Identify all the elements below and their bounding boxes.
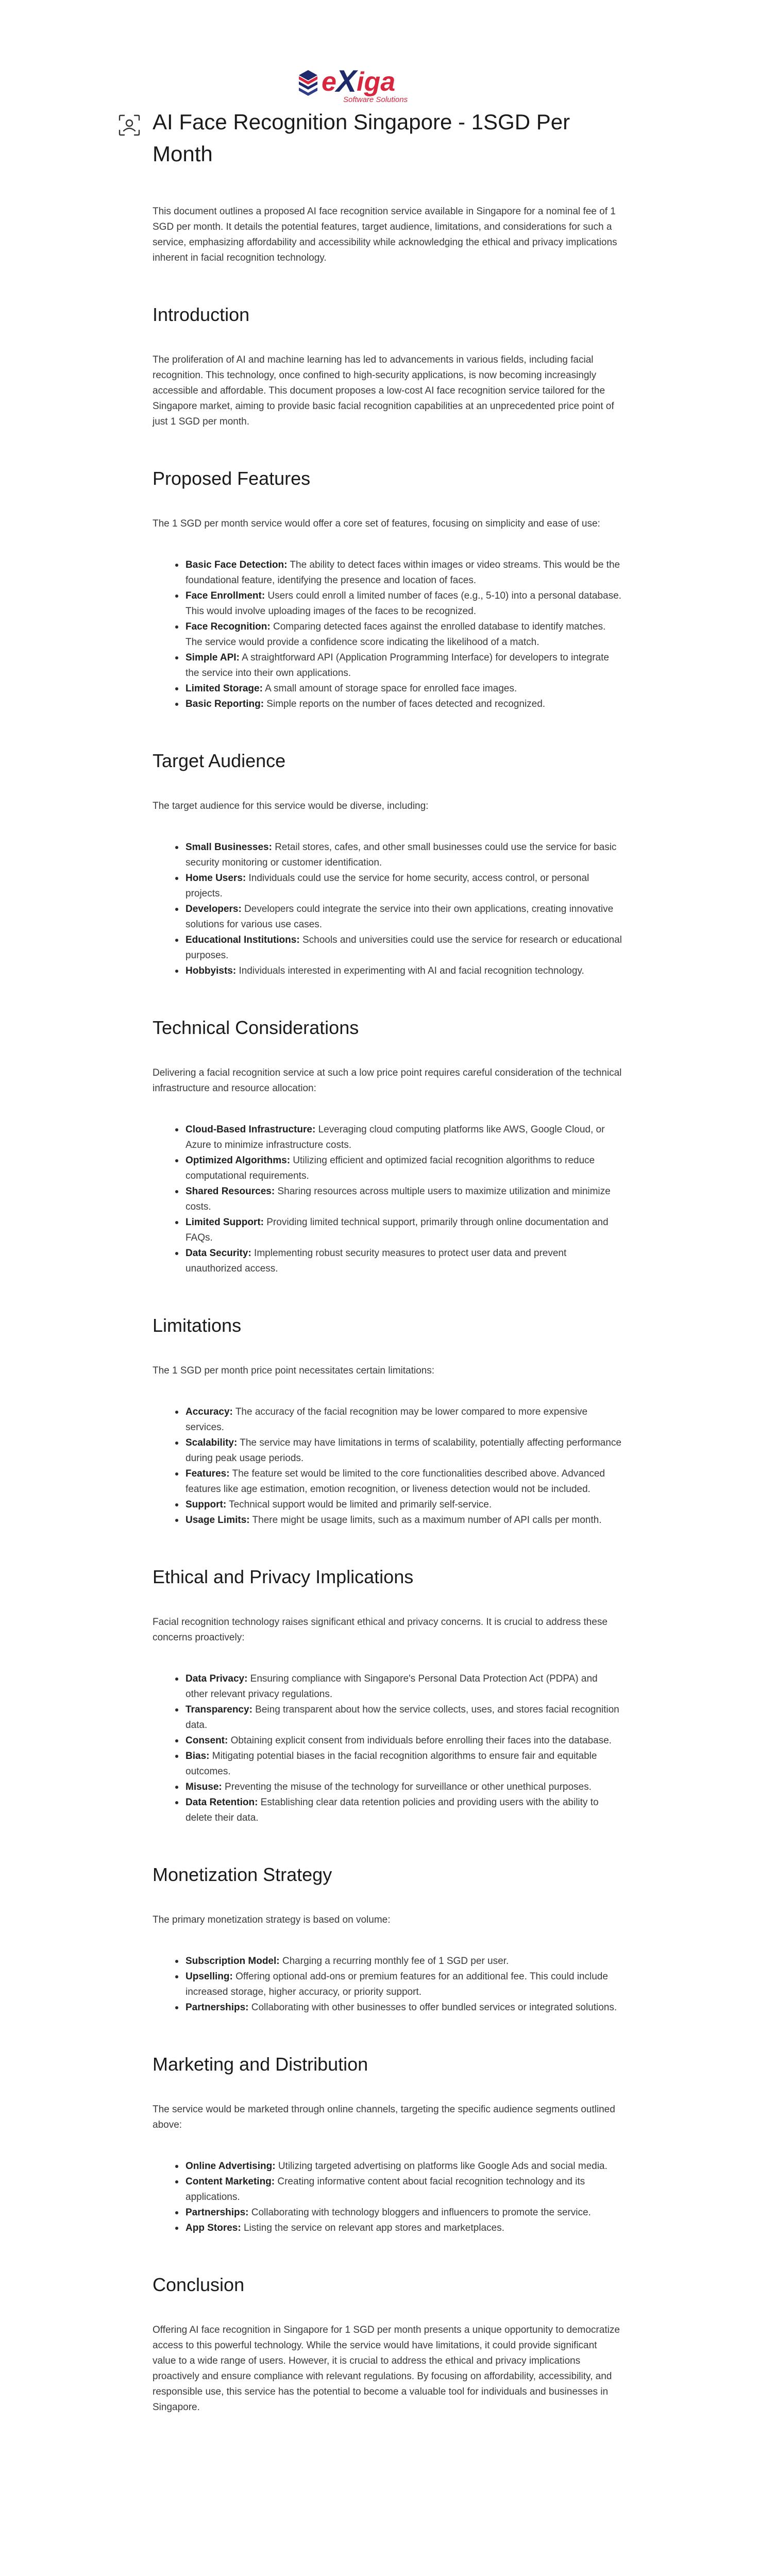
section-technical-considerations <box>153 1016 622 1277</box>
section-heading: Ethical and Privacy Implications <box>153 1566 414 1587</box>
list-item: Limited Support: Providing limited technical support, primarily through online documentation and FAQs. <box>186 1215 622 1246</box>
bullet-list <box>153 1404 622 1528</box>
intro-paragraph-block <box>153 204 622 266</box>
list-item: Basic Reporting: Simple reports on the number of faces detected and recognized. <box>186 697 622 712</box>
list-item: Online Advertising: Utilizing targeted advertising on platforms like Google Ads and social media. <box>186 2159 622 2174</box>
list-item: Subscription Model: Charging a recurring monthly fee of 1 SGD per user. <box>186 1954 622 1969</box>
list-item: Accuracy: The accuracy of the facial recognition may be lower compared to more expensive services. <box>186 1404 622 1435</box>
section-heading: Target Audience <box>153 750 286 771</box>
list-item: Basic Face Detection: The ability to detect faces within images or video streams. This would be the foundational feature, identifying the presence and location of faces. <box>186 557 622 588</box>
list-item: Shared Resources: Sharing resources across multiple users to maximize utilization and minimize costs. <box>186 1184 622 1215</box>
list-item: Hobbyists: Individuals interested in experimenting with AI and facial recognition technology. <box>186 963 622 979</box>
bullet-list <box>153 1954 622 2015</box>
list-item: Misuse: Preventing the misuse of the technology for surveillance or other unethical purposes. <box>186 1780 622 1795</box>
list-item: App Stores: Listing the service on relevant app stores and marketplaces. <box>186 2221 622 2236</box>
list-item: Small Businesses: Retail stores, cafes, and other small businesses could use the service for basic security monitoring or customer identification. <box>186 840 622 871</box>
section-limitations <box>153 1314 622 1528</box>
list-item: Cloud-Based Infrastructure: Leveraging cloud computing platforms like AWS, Google Cloud, or Azure to minimize infrastructure costs. <box>186 1122 622 1153</box>
section-heading: Introduction <box>153 304 250 325</box>
list-item: Support: Technical support would be limited and primarily self-service. <box>186 1497 622 1513</box>
list-item: Transparency: Being transparent about how the service collects, uses, and stores facial recognition data. <box>186 1702 622 1733</box>
list-item: Partnerships: Collaborating with technology bloggers and influencers to promote the service. <box>186 2205 622 2221</box>
logo-letter-x: X <box>336 64 357 98</box>
list-item: Developers: Developers could integrate the service into their own applications, creating innovative solutions for various use cases. <box>186 902 622 933</box>
section-introduction <box>153 303 622 430</box>
list-item: Consent: Obtaining explicit consent from individuals before enrolling their faces into the database. <box>186 1733 622 1749</box>
list-item: Usage Limits: There might be usage limits, such as a maximum number of API calls per month. <box>186 1513 622 1528</box>
list-item: Upselling: Offering optional add-ons or premium features for an additional fee. This could include increased storage, higher accuracy, or priority support. <box>186 1969 622 2000</box>
section-paragraph: The service would be marketed through online channels, targeting the specific audience segments outlined above: <box>153 2104 615 2130</box>
list-item: Bias: Mitigating potential biases in the facial recognition algorithms to ensure fair and equitable outcomes. <box>186 1749 622 1780</box>
list-item: Face Enrollment: Users could enroll a limited number of faces (e.g., 5-10) into a personal database. This would involve uploading images of the faces to be recognized. <box>186 588 622 619</box>
document-body <box>153 204 622 2415</box>
list-item: Face Recognition: Comparing detected faces against the enrolled database to identify matches. The service would provide a confidence score indicating the likelihood of a match. <box>186 619 622 650</box>
section-features <box>153 467 622 712</box>
list-item: Data Privacy: Ensuring compliance with Singapore's Personal Data Protection Act (PDPA) and other relevant privacy regulations. <box>186 1671 622 1702</box>
section-paragraph: The 1 SGD per month price point necessitates certain limitations: <box>153 1365 435 1376</box>
logo-letters-iga: iga <box>357 67 396 97</box>
list-item: Simple API: A straightforward API (Application Programming Interface) for developers to integrate the service into their own applications. <box>186 650 622 681</box>
list-item: Limited Storage: A small amount of storage space for enrolled face images. <box>186 681 622 697</box>
bullet-list <box>153 1122 622 1277</box>
face-scan-icon <box>117 113 141 137</box>
section-paragraph: The proliferation of AI and machine learning has led to advancements in various fields, including facial recognition. This technology, once confined to high-security applications, is now becoming increasingly accessible and affordable. This document proposes a low-cost AI face recognition service tailored for the Singapore market, aiming to provide basic facial recognition capabilities at an unprecedented price point of just 1 SGD per month. <box>153 354 614 427</box>
section-monetization <box>153 1863 622 2015</box>
list-item: Optimized Algorithms: Utilizing efficient and optimized facial recognition algorithms to reduce computational requirements. <box>186 1153 622 1184</box>
section-paragraph: The 1 SGD per month service would offer a core set of features, focusing on simplicity and ease of use: <box>153 518 600 529</box>
title-row <box>117 106 612 170</box>
section-heading: Limitations <box>153 1315 242 1336</box>
bullet-list <box>153 840 622 979</box>
section-paragraph: The primary monetization strategy is based on volume: <box>153 1914 391 1925</box>
logo-letter-e: e <box>322 67 336 97</box>
logo-tagline: Software Solutions <box>343 95 408 104</box>
list-item: Data Retention: Establishing clear data retention policies and providing users with the ability to delete their data. <box>186 1795 622 1826</box>
section-target-audience <box>153 749 622 979</box>
section-paragraph: Delivering a facial recognition service at such a low price point requires careful consideration of the technical infrastructure and resource allocation: <box>153 1067 622 1094</box>
list-item: Data Security: Implementing robust security measures to protect user data and prevent unauthorized access. <box>186 1246 622 1277</box>
section-heading: Monetization Strategy <box>153 1864 332 1885</box>
company-logo <box>293 61 447 107</box>
bullet-list <box>153 1671 622 1826</box>
section-paragraph: Facial recognition technology raises significant ethical and privacy concerns. It is crucial to address these concerns proactively: <box>153 1617 608 1643</box>
section-heading: Technical Considerations <box>153 1017 359 1038</box>
list-item: Scalability: The service may have limitations in terms of scalability, potentially affecting performance during peak usage periods. <box>186 1435 622 1466</box>
section-marketing <box>153 2053 622 2236</box>
logo-mark-icon <box>299 70 317 96</box>
section-conclusion <box>153 2273 622 2415</box>
intro-paragraph: This document outlines a proposed AI face recognition service available in Singapore for a nominal fee of 1 SGD per month. It details the potential features, target audience, limitations, and considerations for such a service, emphasizing affordability and accessibility while acknowledging the ethical and privacy implications inherent in facial recognition technology. <box>153 206 617 263</box>
section-heading: Conclusion <box>153 2274 245 2295</box>
bullet-list <box>153 557 622 712</box>
section-paragraph: Offering AI face recognition in Singapore for 1 SGD per month presents a unique opportunity to democratize access to this powerful technology. While the service would have limitations, it could provide significant value to a wide range of users. However, it is crucial to address the ethical and privacy implications proactively and ensure compliance with relevant regulations. By focusing on affordability, accessibility, and responsible use, this service has the potential to become a valuable tool for individuals and businesses in Singapore. <box>153 2325 620 2413</box>
section-paragraph: The target audience for this service would be diverse, including: <box>153 801 429 811</box>
section-heading: Proposed Features <box>153 468 311 489</box>
list-item: Educational Institutions: Schools and universities could use the service for research or educational purposes. <box>186 933 622 963</box>
page-title: AI Face Recognition Singapore - 1SGD Per Month <box>153 110 570 166</box>
section-heading: Marketing and Distribution <box>153 2054 368 2075</box>
bullet-list <box>153 2159 622 2236</box>
list-item: Content Marketing: Creating informative content about facial recognition technology and its applications. <box>186 2174 622 2205</box>
section-ethics-privacy <box>153 1565 622 1826</box>
list-item: Home Users: Individuals could use the service for home security, access control, or personal projects. <box>186 871 622 902</box>
list-item: Features: The feature set would be limited to the core functionalities described above. Advanced features like age estimation, emotion recognition, or liveness detection would not be included. <box>186 1466 622 1497</box>
list-item: Partnerships: Collaborating with other businesses to offer bundled services or integrated solutions. <box>186 2000 622 2015</box>
exiga-logo-icon <box>293 61 447 107</box>
